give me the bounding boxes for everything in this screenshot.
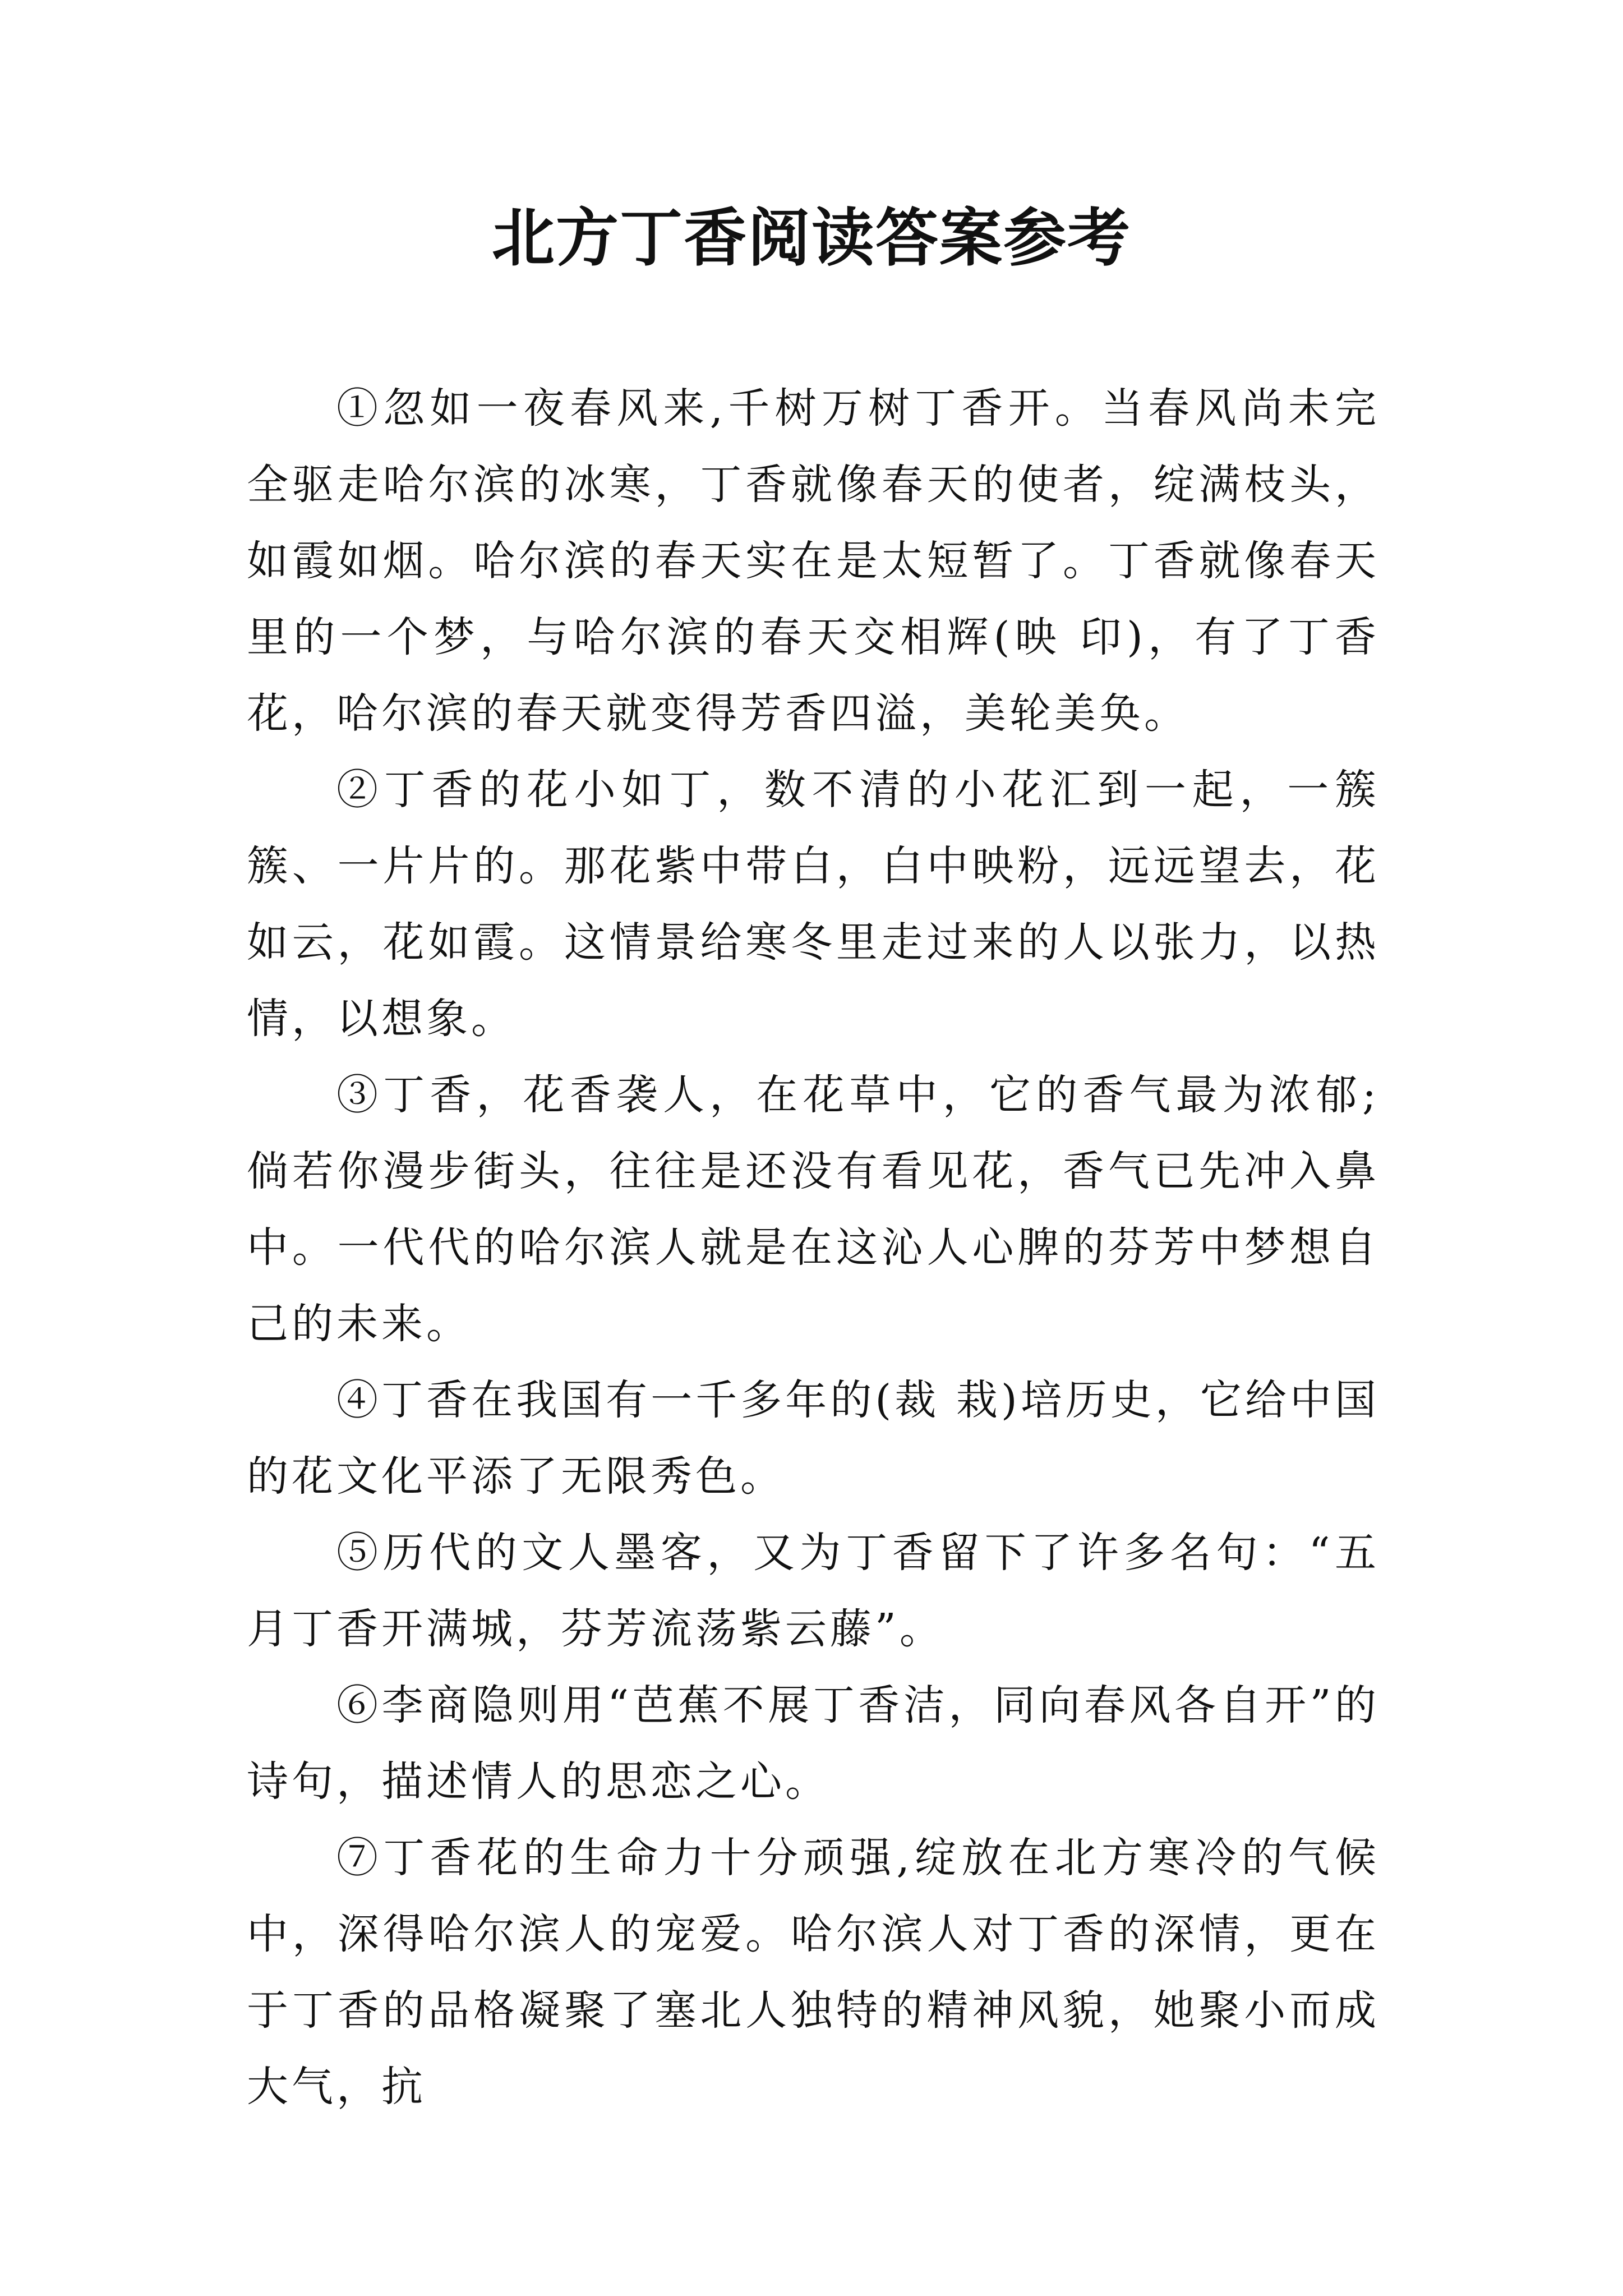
paragraph-3: ③丁香，花香袭人，在花草中，它的香气最为浓郁;倘若你漫步街头，往往是还没有看见花，香气已先冲入鼻中。一代代的哈尔滨人就是在这沁人心脾的芬芳中梦想自己的未来。 xyxy=(247,1071,1380,1348)
paragraph-5: ⑤历代的文人墨客，又为丁香留下了许多名句：“五月丁香开满城，芬芳流荡紫云藤”。 xyxy=(247,1529,1380,1653)
paragraph-2: ②丁香的花小如丁，数不清的小花汇到一起，一簇簇、一片片的。那花紫中带白，白中映粉，远远望去，花如云，花如霞。这情景给寒冬里走过来的人以张力，以热情，以想象。 xyxy=(247,766,1380,1043)
document-title: 北方丁香阅读答案参考 xyxy=(492,202,1131,275)
document-body xyxy=(247,370,1380,2125)
paragraph-6: ⑥李商隐则用“芭蕉不展丁香洁，同向春风各自开”的诗句，描述情人的思恋之心。 xyxy=(247,1681,1380,1806)
paragraph-1: ①忽如一夜春风来,千树万树丁香开。当春风尚未完全驱走哈尔滨的冰寒，丁香就像春天的使者，绽满枝头，如霞如烟。哈尔滨的春天实在是太短暂了。丁香就像春天里的一个梦，与哈尔滨的春天交相辉(映 印)，有了丁香花，哈尔滨的春天就变得芳香四溢，美轮美奂。 xyxy=(247,384,1380,738)
paragraph-7: ⑦丁香花的生命力十分顽强,绽放在北方寒冷的气候中，深得哈尔滨人的宠爱。哈尔滨人对丁香的深情，更在于丁香的品格凝聚了塞北人独特的精神风貌，她聚小而成大气，抗 xyxy=(247,1834,1380,2111)
paragraph-4: ④丁香在我国有一千多年的(裁 栽)培历史，它给中国的花文化平添了无限秀色。 xyxy=(247,1376,1380,1501)
